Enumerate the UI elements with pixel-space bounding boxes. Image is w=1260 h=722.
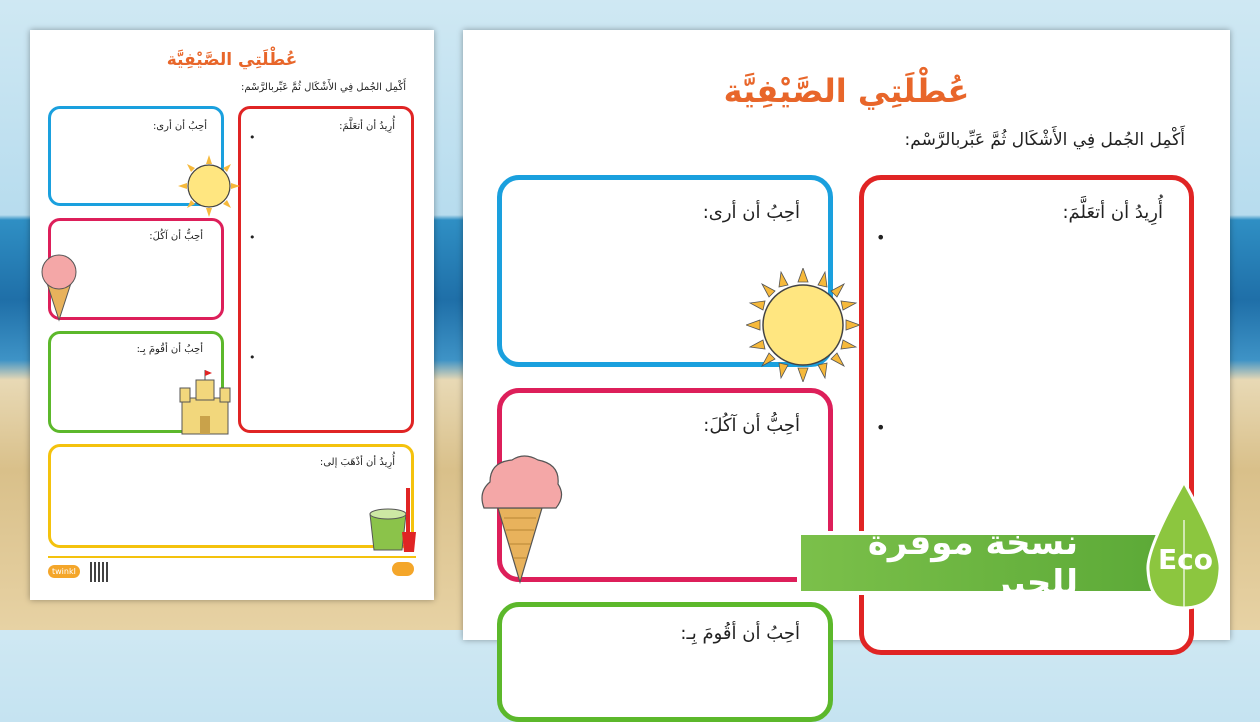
- small-label-want-to-go: أُرِيدُ أن أذْهَبَ إلى:: [319, 457, 395, 468]
- eco-banner-label: نسخة موفرة للحبر: [867, 523, 1078, 603]
- worksheet-preview-small[interactable]: [30, 30, 434, 600]
- small-sun-icon: [178, 155, 240, 217]
- label-love-to-do: أحِبُ أن أقُومَ بِـ:: [680, 623, 800, 644]
- small-label-love-to-eat: أحِبُّ أن آكُلَ:: [149, 231, 203, 242]
- ice-cream-icon: [476, 452, 564, 584]
- eco-icon-text: Eco: [1158, 543, 1213, 576]
- bullet-1: •: [876, 228, 886, 247]
- small-footer-line: [48, 556, 416, 558]
- eco-ink-saving-banner: [797, 523, 1192, 603]
- small-page-title: عُطْلَتِي الصَّيْفِيَّة: [166, 50, 298, 70]
- label-want-to-learn: أُرِيدُ أن أتعَلَّمَ:: [1062, 202, 1163, 223]
- small-box-want-to-learn[interactable]: [238, 106, 414, 433]
- label-love-to-eat: أحِبُّ أن آكُلَ:: [703, 415, 800, 436]
- qr-code-icon: [90, 562, 110, 582]
- label-love-to-see: أحِبُ أن أرى:: [702, 202, 800, 223]
- box-love-to-do[interactable]: [497, 602, 833, 722]
- twinkl-footer-logo-icon: [392, 562, 414, 576]
- instruction-text: أَكْمِل الجُمل فِي الأَشْكَال ثُمَّ عَبِّربالرَّسْم:: [904, 130, 1185, 150]
- small-label-want-to-learn: أُرِيدُ أن أتعَلَّمَ:: [339, 121, 395, 132]
- small-label-love-to-see: أحِبُ أن أرى:: [152, 121, 207, 132]
- page-title: عُطْلَتِي الصَّيْفِيَّة: [723, 72, 970, 110]
- small-bucket-icon: [366, 482, 422, 556]
- sun-icon: [746, 268, 860, 382]
- twinkl-logo: twinkl: [48, 565, 80, 578]
- small-instruction: أَكْمِل الجُمل فِي الأَشْكَال ثُمَّ عَبِّربالرَّسْم:: [241, 82, 406, 93]
- small-sandcastle-icon: [178, 370, 232, 436]
- small-bullet-1: •: [249, 131, 256, 144]
- small-bullet-2: •: [249, 231, 256, 244]
- small-bullet-3: •: [249, 351, 256, 364]
- small-ice-cream-icon: [36, 252, 82, 322]
- small-box-want-to-go[interactable]: [48, 444, 414, 548]
- bullet-2: •: [876, 418, 886, 437]
- small-label-love-to-do: أحِبُ أن أقُومَ بِـ:: [136, 344, 203, 355]
